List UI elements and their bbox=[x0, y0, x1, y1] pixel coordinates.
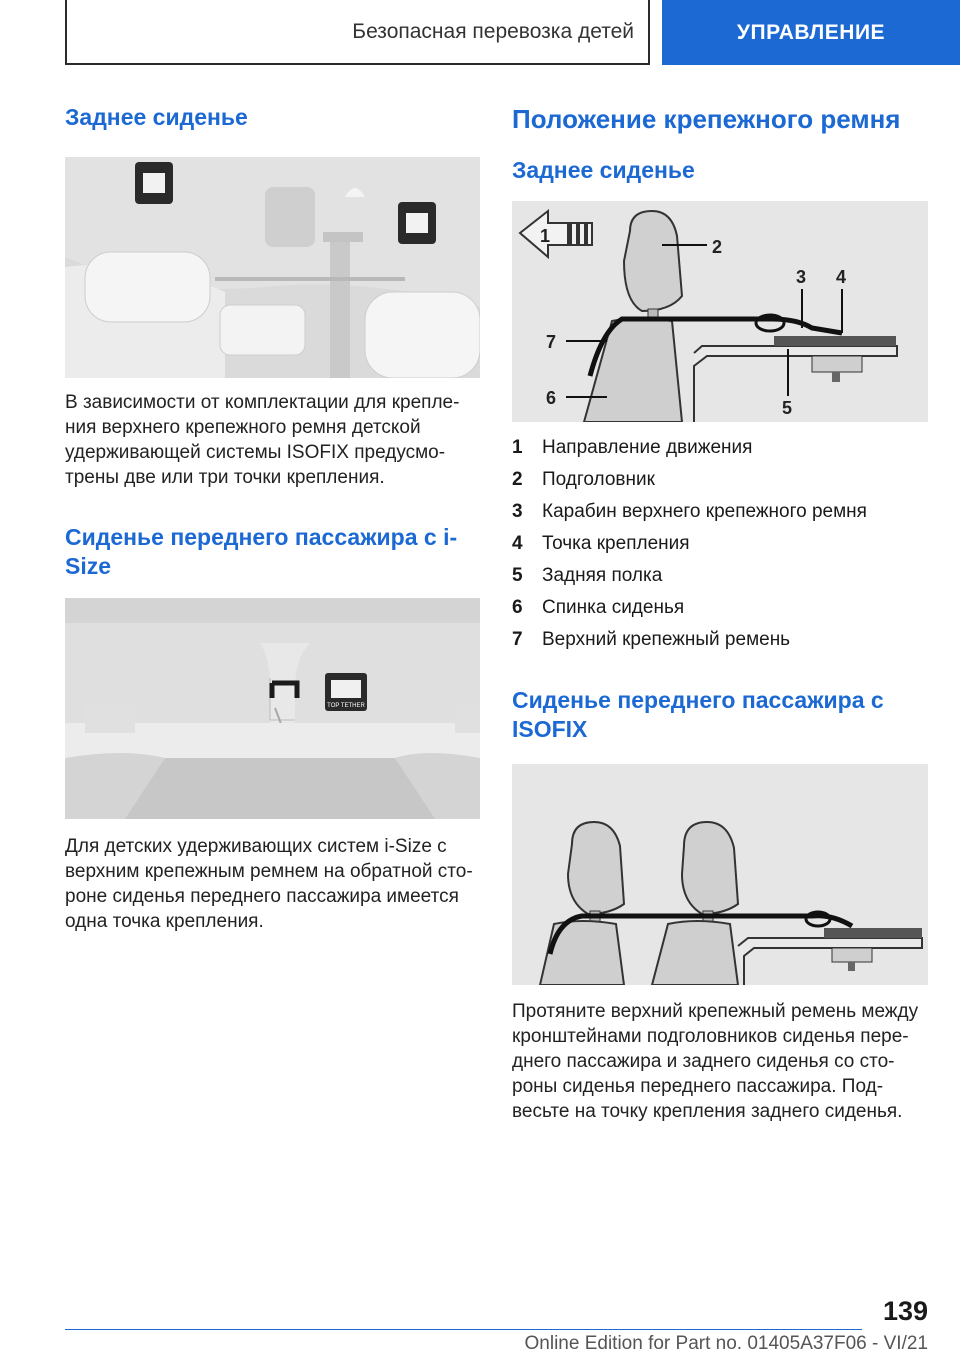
legend-num: 7 bbox=[512, 629, 523, 650]
heading-rear-seat: Заднее сиденье bbox=[65, 104, 248, 130]
legend-item bbox=[512, 496, 928, 528]
heading-front-isize bbox=[65, 523, 480, 581]
legend-text: Точка крепления bbox=[542, 533, 690, 554]
legend-item bbox=[512, 624, 928, 656]
legend-item bbox=[512, 592, 928, 624]
legend-item bbox=[512, 560, 928, 592]
page-number: 139 bbox=[882, 1296, 928, 1326]
header-section-title bbox=[65, 0, 650, 65]
para-front-isize: Для детских удерживающих систем i-Size с верхним крепежным ремнем на обратной сто-роне сиденья переднего пассажира имеется одна точка крепления. bbox=[65, 836, 473, 932]
section-title: Безопасная перевозка детей bbox=[352, 19, 634, 43]
left-column bbox=[65, 95, 480, 934]
para-front-isofix: Протяните верхний крепежный ремень между кронштейнами подголовников сиденья пере-днего пассажира и заднего сиденья со сто-роны сиденья переднего пассажира. Под-весьте на точку крепления заднего сиденья. bbox=[512, 1001, 919, 1122]
diagram-rear-seat-tether bbox=[512, 201, 928, 422]
front-isofix-tether-diagram bbox=[512, 764, 928, 985]
legend-text: Карабин верхнего крепежного ремня bbox=[542, 501, 867, 522]
right-column bbox=[512, 95, 928, 1124]
legend-text: Направление движения bbox=[542, 437, 753, 458]
legend-item bbox=[512, 432, 928, 464]
top-tether-label: TOP TETHER bbox=[327, 703, 365, 709]
chapter-title: УПРАВЛЕНИЕ bbox=[736, 20, 886, 44]
edition-footer: Online Edition for Part no. 01405A37F06 - VI/21 bbox=[524, 1333, 928, 1354]
heading-front-isize-line2: Size bbox=[65, 553, 112, 579]
heading-front-isofix-line2: ISOFIX bbox=[512, 716, 588, 742]
rear-shelf-illustration bbox=[65, 157, 480, 378]
legend-num: 2 bbox=[512, 469, 523, 490]
legend-num: 1 bbox=[512, 437, 523, 458]
heading-front-isize-line1: Сиденье переднего пассажира с i- bbox=[65, 524, 458, 550]
diagram-front-isofix-tether bbox=[512, 764, 928, 985]
header-chapter-tab[interactable] bbox=[662, 0, 960, 65]
legend-num: 4 bbox=[512, 533, 523, 554]
legend-num: 3 bbox=[512, 501, 523, 522]
callout-2: 2 bbox=[712, 237, 723, 257]
legend-text: Спинка сиденья bbox=[542, 597, 685, 618]
callout-5: 5 bbox=[782, 398, 793, 418]
diagram-legend bbox=[512, 432, 928, 656]
legend-text: Верхний крепежный ремень bbox=[542, 629, 791, 650]
heading-tether-position: Положение крепежного ремня bbox=[512, 104, 901, 134]
footer-divider bbox=[65, 1329, 862, 1330]
rear-seat-tether-diagram bbox=[512, 201, 928, 422]
callout-4: 4 bbox=[836, 267, 847, 287]
legend-item bbox=[512, 464, 928, 496]
heading-front-isofix bbox=[512, 686, 928, 744]
front-seat-illustration bbox=[65, 598, 480, 819]
photo-rear-shelf bbox=[65, 157, 480, 378]
callout-3: 3 bbox=[796, 267, 807, 287]
heading-front-isofix-line1: Сиденье переднего пассажира с bbox=[512, 687, 884, 713]
legend-item bbox=[512, 528, 928, 560]
photo-front-seat-back bbox=[65, 598, 480, 819]
callout-7: 7 bbox=[546, 332, 557, 352]
legend-text: Задняя полка bbox=[542, 565, 663, 586]
para-rear-seat: В зависимости от комплектации для крепле-ния верхнего крепежного ремня детской удерживающей системы ISOFIX предусмо-трены две или три точки крепления. bbox=[65, 392, 460, 488]
legend-num: 6 bbox=[512, 597, 523, 618]
legend-num: 5 bbox=[512, 565, 523, 586]
heading-rear-seat-right: Заднее сиденье bbox=[512, 157, 695, 183]
callout-1: 1 bbox=[540, 226, 551, 246]
callout-6: 6 bbox=[546, 388, 557, 408]
legend-text: Подголовник bbox=[542, 469, 655, 490]
